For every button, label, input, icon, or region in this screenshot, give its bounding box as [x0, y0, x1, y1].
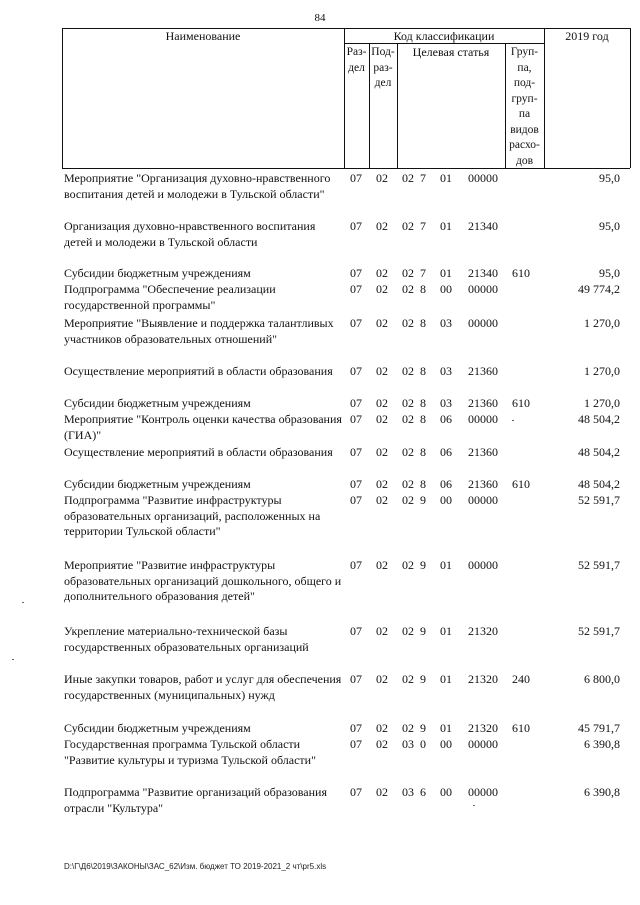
cell-razdel: 07: [350, 721, 362, 735]
cell-target-4: 00000: [468, 316, 498, 330]
header-name: Наименование: [165, 29, 241, 43]
cell-target-3: 03: [440, 396, 452, 410]
cell-target-3: 01: [440, 266, 452, 280]
cell-podrazdel: 02: [376, 672, 388, 686]
cell-target-1: 02: [402, 171, 414, 185]
cell-target-3: 06: [440, 412, 452, 426]
row-name: Субсидии бюджетным учреждениям: [64, 396, 251, 410]
cell-podrazdel: 02: [376, 266, 388, 280]
cell-razdel: 07: [350, 785, 362, 799]
row-name: Подпрограмма "Развитие инфраструктуры образовательных организаций, расположенных на территории Тульской области": [64, 493, 321, 538]
cell-target-4: 21360: [468, 396, 498, 410]
cell-podrazdel: 02: [376, 558, 388, 572]
cell-value: 95,0: [599, 171, 620, 185]
cell-group: 610: [512, 266, 530, 280]
cell-podrazdel: 02: [376, 282, 388, 296]
cell-razdel: 07: [350, 493, 362, 507]
cell-podrazdel: 02: [376, 624, 388, 638]
cell-target-3: 01: [440, 721, 452, 735]
cell-podrazdel: 02: [376, 737, 388, 751]
cell-group: 610: [512, 477, 530, 491]
cell-value: 48 504,2: [578, 477, 620, 491]
cell-target-4: 00000: [468, 558, 498, 572]
cell-target-4: 21320: [468, 624, 498, 638]
cell-target-4: 00000: [468, 737, 498, 751]
cell-target-1: 02: [402, 721, 414, 735]
cell-podrazdel: 02: [376, 171, 388, 185]
cell-target-2: 6: [420, 785, 426, 799]
cell-value: 1 270,0: [584, 316, 620, 330]
cell-podrazdel: 02: [376, 785, 388, 799]
cell-razdel: 07: [350, 171, 362, 185]
cell-target-1: 02: [402, 558, 414, 572]
cell-razdel: 07: [350, 558, 362, 572]
cell-target-1: 02: [402, 396, 414, 410]
cell-target-1: 03: [402, 737, 414, 751]
cell-target-2: 8: [420, 412, 426, 426]
cell-target-4: 00000: [468, 493, 498, 507]
cell-target-1: 03: [402, 785, 414, 799]
cell-target-2: 0: [420, 737, 426, 751]
cell-podrazdel: 02: [376, 445, 388, 459]
cell-target-1: 02: [402, 477, 414, 491]
cell-razdel: 07: [350, 672, 362, 686]
header-classification: Код классификации: [393, 29, 495, 43]
cell-value: 52 591,7: [578, 493, 620, 507]
cell-target-3: 03: [440, 364, 452, 378]
row-name: Субсидии бюджетным учреждениям: [64, 477, 251, 491]
cell-target-2: 8: [420, 282, 426, 296]
row-name: Мероприятие "Выявление и поддержка талантливых участников образовательных отношений": [64, 316, 334, 346]
row-name: Мероприятие "Контроль оценки качества образования (ГИА)": [64, 412, 342, 442]
cell-group: 240: [512, 672, 530, 686]
cell-target-2: 9: [420, 624, 426, 638]
cell-target-2: 9: [420, 672, 426, 686]
cell-razdel: 07: [350, 396, 362, 410]
cell-podrazdel: 02: [376, 477, 388, 491]
row-name: Организация духовно-нравственного воспитания детей и молодежи в Тульской области: [64, 219, 316, 249]
cell-target-4: 00000: [468, 282, 498, 296]
row-name: Осуществление мероприятий в области образования: [64, 445, 333, 459]
cell-target-3: 01: [440, 219, 452, 233]
cell-razdel: 07: [350, 737, 362, 751]
header-podrazdel: Под- раз- дел: [371, 46, 395, 89]
row-name: Субсидии бюджетным учреждениям: [64, 266, 251, 280]
row-name: Подпрограмма "Обеспечение реализации государственной программы": [64, 282, 276, 312]
cell-target-4: 00000: [468, 785, 498, 799]
header-gruppa: Груп- па, под- груп- па видов расхо- дов: [509, 46, 540, 167]
cell-target-2: 8: [420, 316, 426, 330]
cell-group: 610: [512, 721, 530, 735]
cell-target-1: 02: [402, 624, 414, 638]
cell-target-3: 00: [440, 737, 452, 751]
scan-speck: [512, 420, 514, 421]
header-tselevaya: Целевая статья: [412, 45, 490, 59]
row-name: Государственная программа Тульской области "Развитие культуры и туризма Тульской области": [64, 737, 316, 767]
cell-value: 48 504,2: [578, 412, 620, 426]
cell-razdel: 07: [350, 282, 362, 296]
cell-target-4: 21360: [468, 364, 498, 378]
cell-value: 1 270,0: [584, 364, 620, 378]
cell-value: 95,0: [599, 219, 620, 233]
scan-speck: [22, 602, 24, 603]
cell-target-2: 7: [420, 171, 426, 185]
cell-target-2: 8: [420, 364, 426, 378]
row-name: Укрепление материально-технической базы государственных образовательных организаций: [64, 624, 309, 654]
cell-group: 610: [512, 396, 530, 410]
cell-target-3: 00: [440, 785, 452, 799]
cell-razdel: 07: [350, 477, 362, 491]
row-name: Мероприятие "Развитие инфраструктуры образовательных организаций дошкольного, общего и дополнительного образования детей": [64, 558, 342, 603]
cell-target-1: 02: [402, 316, 414, 330]
cell-target-1: 02: [402, 266, 414, 280]
cell-target-1: 02: [402, 364, 414, 378]
scan-speck: [473, 805, 475, 806]
scan-speck: [12, 659, 14, 660]
cell-target-4: 00000: [468, 412, 498, 426]
header-year: 2019 год: [565, 29, 609, 43]
cell-value: 52 591,7: [578, 624, 620, 638]
cell-value: 45 791,7: [578, 721, 620, 735]
cell-podrazdel: 02: [376, 364, 388, 378]
cell-target-3: 01: [440, 672, 452, 686]
cell-podrazdel: 02: [376, 412, 388, 426]
cell-target-2: 8: [420, 477, 426, 491]
cell-target-2: 8: [420, 445, 426, 459]
cell-target-3: 01: [440, 171, 452, 185]
cell-target-3: 03: [440, 316, 452, 330]
cell-target-1: 02: [402, 493, 414, 507]
cell-target-4: 00000: [468, 171, 498, 185]
file-path-footer: D:\Г\Д6\2019\ЗАКОНЫ\ЗАС_62\Изм. бюджет ТО 2019-2021_2 чт\pr5.xls: [64, 862, 327, 871]
cell-target-2: 8: [420, 396, 426, 410]
cell-target-3: 01: [440, 558, 452, 572]
cell-target-2: 9: [420, 558, 426, 572]
cell-target-3: 00: [440, 282, 452, 296]
cell-podrazdel: 02: [376, 396, 388, 410]
row-name: Субсидии бюджетным учреждениям: [64, 721, 251, 735]
cell-target-4: 21360: [468, 445, 498, 459]
cell-razdel: 07: [350, 364, 362, 378]
cell-razdel: 07: [350, 219, 362, 233]
row-name: Иные закупки товаров, работ и услуг для обеспечения государственных (муниципальных) нужд: [64, 672, 342, 702]
row-name: Мероприятие "Организация духовно-нравственного воспитания детей и молодежи в Тульской области": [64, 171, 331, 201]
cell-target-4: 21360: [468, 477, 498, 491]
cell-target-4: 21340: [468, 219, 498, 233]
cell-target-2: 7: [420, 219, 426, 233]
header-razdel: Раз- дел: [346, 46, 367, 74]
cell-target-4: 21320: [468, 721, 498, 735]
cell-razdel: 07: [350, 445, 362, 459]
cell-target-3: 01: [440, 624, 452, 638]
cell-podrazdel: 02: [376, 219, 388, 233]
cell-target-1: 02: [402, 282, 414, 296]
cell-target-4: 21320: [468, 672, 498, 686]
cell-podrazdel: 02: [376, 721, 388, 735]
page-number: 84: [314, 12, 326, 24]
cell-value: 6 390,8: [584, 785, 620, 799]
cell-value: 6 390,8: [584, 737, 620, 751]
cell-target-1: 02: [402, 412, 414, 426]
cell-podrazdel: 02: [376, 316, 388, 330]
row-name: Осуществление мероприятий в области образования: [64, 364, 333, 378]
cell-target-3: 00: [440, 493, 452, 507]
cell-target-2: 7: [420, 266, 426, 280]
cell-value: 48 504,2: [578, 445, 620, 459]
cell-razdel: 07: [350, 624, 362, 638]
cell-value: 52 591,7: [578, 558, 620, 572]
cell-value: 95,0: [599, 266, 620, 280]
cell-razdel: 07: [350, 266, 362, 280]
cell-value: 6 800,0: [584, 672, 620, 686]
cell-target-2: 9: [420, 493, 426, 507]
row-name: Подпрограмма "Развитие организаций образования отрасли "Культура": [64, 785, 327, 815]
cell-value: 1 270,0: [584, 396, 620, 410]
cell-target-1: 02: [402, 445, 414, 459]
cell-target-1: 02: [402, 219, 414, 233]
cell-value: 49 774,2: [578, 282, 620, 296]
cell-target-3: 06: [440, 477, 452, 491]
cell-razdel: 07: [350, 412, 362, 426]
cell-podrazdel: 02: [376, 493, 388, 507]
cell-target-3: 06: [440, 445, 452, 459]
cell-razdel: 07: [350, 316, 362, 330]
cell-target-2: 9: [420, 721, 426, 735]
cell-target-4: 21340: [468, 266, 498, 280]
cell-target-1: 02: [402, 672, 414, 686]
